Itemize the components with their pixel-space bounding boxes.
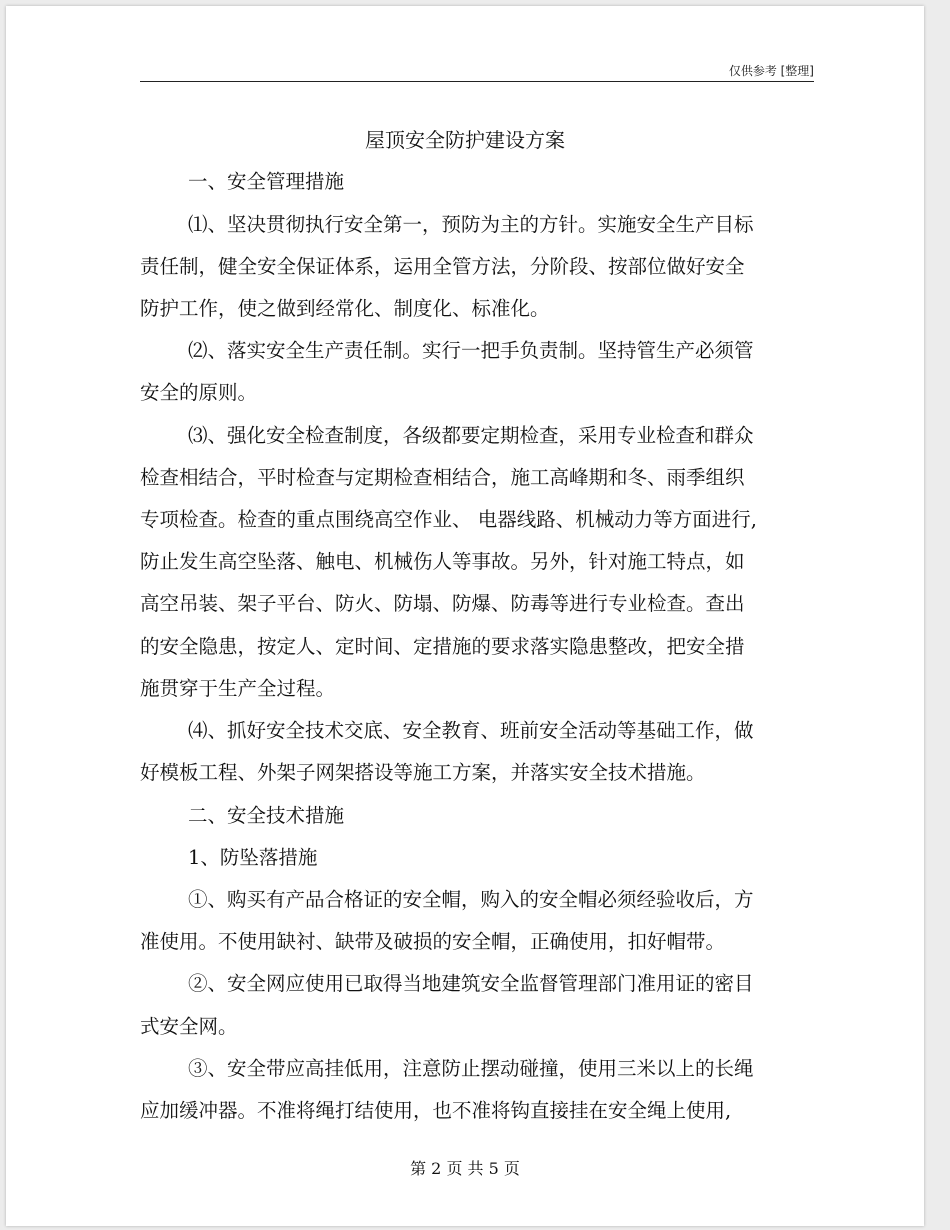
section-heading: 二、安全技术措施: [188, 804, 345, 827]
paragraph-line: ⑴、坚决贯彻执行安全第一，预防为主的方针。实施安全生产目标: [188, 213, 754, 236]
paragraph-line: 安全的原则。: [140, 381, 258, 404]
page-number: 第 2 页 共 5 页: [410, 1159, 520, 1178]
paragraph-line: ⑵、落实安全生产责任制。实行一把手负责制。坚持管生产必须管: [188, 339, 754, 362]
paragraph-line: ②、安全网应使用已取得当地建筑安全监督管理部门准用证的密目: [188, 972, 754, 995]
subsection-heading: 1、防坠落措施: [188, 846, 318, 869]
paragraph-line: 防护工作，使之做到经常化、制度化、标准化。: [140, 297, 550, 320]
paragraph-line: ⑷、抓好安全技术交底、安全教育、班前安全活动等基础工作，做: [188, 719, 754, 742]
paragraph-line: 好模板工程、外架子网架搭设等施工方案，并落实安全技术措施。: [140, 761, 706, 784]
paragraph-line: 高空吊装、架子平台、防火、防塌、防爆、防毒等进行专业检查。查出: [140, 592, 745, 615]
paragraph-line: 专项检查。检查的重点围绕高空作业、 电器线路、机械动力等方面进行,: [140, 508, 757, 531]
paragraph-line: 施贯穿于生产全过程。: [140, 677, 336, 700]
paragraph-line: ⑶、强化安全检查制度，各级都要定期检查，采用专业检查和群众: [188, 424, 754, 447]
paragraph-line: 应加缓冲器。不准将绳打结使用，也不准将钩直接挂在安全绳上使用,: [140, 1099, 732, 1122]
paragraph-line: 防止发生高空坠落、触电、机械伤人等事故。另外，针对施工特点，如: [140, 550, 745, 573]
paragraph-line: ③、安全带应高挂低用，注意防止摆动碰撞，使用三米以上的长绳: [188, 1057, 754, 1080]
header-divider: [140, 81, 814, 82]
header-note: 仅供参考 [整理]: [728, 64, 814, 78]
document-title: 屋顶安全防护建设方案: [365, 128, 565, 152]
paragraph-line: 检查相结合，平时检查与定期检查相结合，施工高峰期和冬、雨季组织: [140, 466, 745, 489]
document-page: [6, 6, 924, 1226]
paragraph-line: 责任制，健全安全保证体系，运用全管方法，分阶段、按部位做好安全: [140, 255, 745, 278]
paragraph-line: ①、购买有产品合格证的安全帽，购入的安全帽必须经验收后，方: [188, 888, 754, 911]
paragraph-line: 的安全隐患，按定人、定时间、定措施的要求落实隐患整改，把安全措: [140, 635, 745, 658]
paragraph-line: 准使用。不使用缺衬、缺带及破损的安全帽，正确使用，扣好帽带。: [140, 930, 726, 953]
section-heading: 一、安全管理措施: [188, 170, 345, 193]
paragraph-line: 式安全网。: [140, 1015, 238, 1038]
